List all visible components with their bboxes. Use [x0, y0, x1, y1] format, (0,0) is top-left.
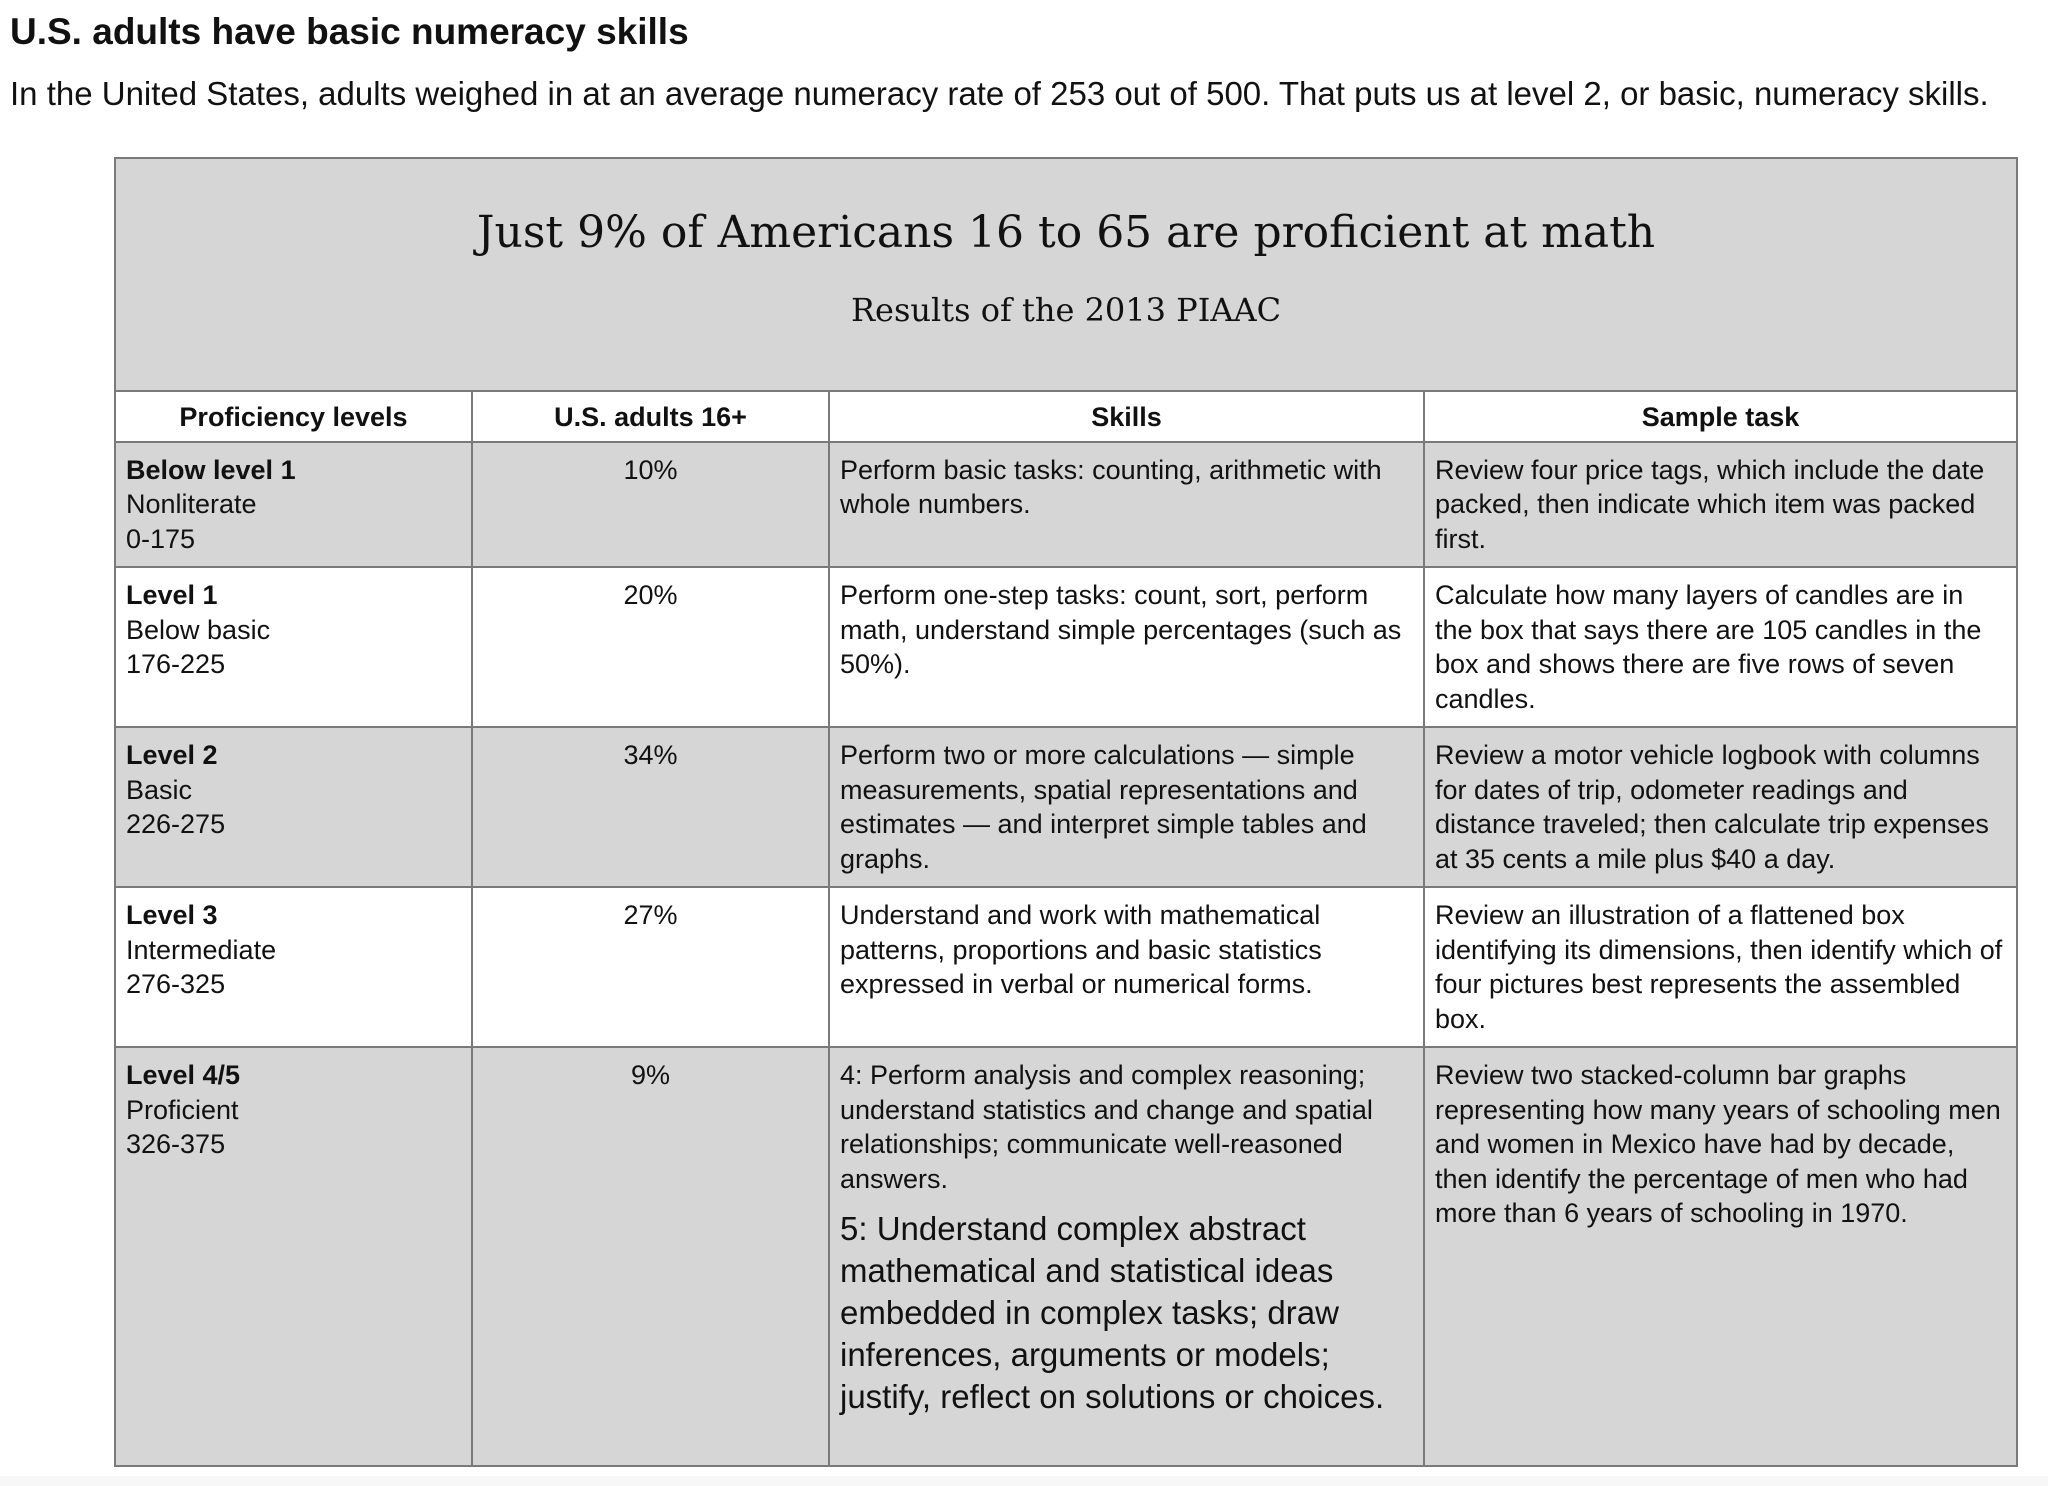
sample-task-cell: Calculate how many layers of candles are in the box that says there are 105 candles in the box and shows there are five rows of seven candles.	[1424, 567, 2016, 727]
level-name: Level 4/5	[126, 1060, 241, 1090]
column-header-us-adults: U.S. adults 16+	[472, 391, 829, 442]
sample-task-cell: Review two stacked-column bar graphs representing how many years of schooling men and women in Mexico have had by decade, then identify the percentage of men who had more than 6 years of schooling in 1970.	[1424, 1047, 2016, 1465]
table-header-row	[116, 391, 2016, 442]
level-range: 176-225	[126, 649, 226, 679]
level-range: 276-325	[126, 969, 226, 999]
percent-cell: 34%	[472, 727, 829, 887]
level-cell	[116, 1047, 472, 1465]
sample-task-cell: Review four price tags, which include the date packed, then indicate which item was packed first.	[1424, 442, 2016, 568]
table-row	[116, 1047, 2016, 1465]
percent-cell: 10%	[472, 442, 829, 568]
level-name: Below level 1	[126, 454, 296, 485]
table-row	[116, 567, 2016, 727]
level-label: Intermediate	[126, 934, 277, 965]
table-row	[116, 887, 2016, 1047]
sample-task-cell: Review a motor vehicle logbook with columns for dates of trip, odometer readings and distance traveled; then calculate trip expenses at 35 cents a mile plus $40 a day.	[1424, 727, 2016, 887]
column-header-skills: Skills	[829, 391, 1424, 442]
level-name: Level 2	[126, 740, 218, 770]
page-bottom-edge	[0, 1476, 2048, 1486]
table-row	[116, 727, 2016, 887]
percent-cell: 20%	[472, 567, 829, 727]
level-label: Proficient	[126, 1094, 239, 1125]
level-cell	[116, 887, 472, 1047]
level-name: Level 1	[126, 580, 218, 610]
sample-task-cell: Review an illustration of a flattened box identifying its dimensions, then identify which of four pictures best represents the assembled box.	[1424, 887, 2016, 1047]
skills-cell: Perform basic tasks: counting, arithmetic with whole numbers.	[829, 442, 1424, 568]
level-label: Below basic	[126, 614, 271, 645]
table-row	[116, 442, 2016, 568]
skills-level-5: 5: Understand complex abstract mathematical and statistical ideas embedded in complex tasks; draw inferences, arguments or models; justify, reflect on solutions or choices.	[840, 1210, 1385, 1415]
column-header-sample-task: Sample task	[1424, 391, 2016, 442]
level-range: 326-375	[126, 1129, 226, 1159]
level-cell	[116, 727, 472, 887]
skills-cell	[829, 1047, 1424, 1465]
skills-cell: Understand and work with mathematical patterns, proportions and basic statistics expressed in verbal or numerical forms.	[829, 887, 1424, 1047]
level-label: Basic	[126, 774, 193, 805]
intro-paragraph: In the United States, adults weighed in at an average numeracy rate of 253 out of 500. That puts us at level 2, or basic, numeracy skills.	[10, 75, 1989, 112]
percent-cell: 27%	[472, 887, 829, 1047]
skills-level-4: 4: Perform analysis and complex reasoning; understand statistics and change and spatial relationships; communicate well-reasoned answers.	[840, 1060, 1373, 1194]
figure-header	[116, 159, 2016, 390]
level-range: 0-175	[126, 523, 196, 554]
figure-title: Just 9% of Americans 16 to 65 are proficient at math	[476, 207, 1656, 258]
skills-cell: Perform one-step tasks: count, sort, perform math, understand simple percentages (such as 50%).	[829, 567, 1424, 727]
level-name: Level 3	[126, 900, 218, 930]
level-cell	[116, 442, 472, 568]
level-cell	[116, 567, 472, 727]
skills-cell: Perform two or more calculations — simple measurements, spatial representations and estimates — and interpret simple tables and graphs.	[829, 727, 1424, 887]
proficiency-figure	[114, 157, 2018, 1467]
level-label: Nonliterate	[126, 489, 257, 519]
section-heading: U.S. adults have basic numeracy skills	[10, 11, 689, 52]
figure-subtitle: Results of the 2013 PIAAC	[850, 291, 1282, 329]
column-header-proficiency-levels: Proficiency levels	[116, 391, 472, 442]
proficiency-table	[116, 390, 2016, 1465]
percent-cell: 9%	[472, 1047, 829, 1465]
level-range: 226-275	[126, 809, 226, 839]
